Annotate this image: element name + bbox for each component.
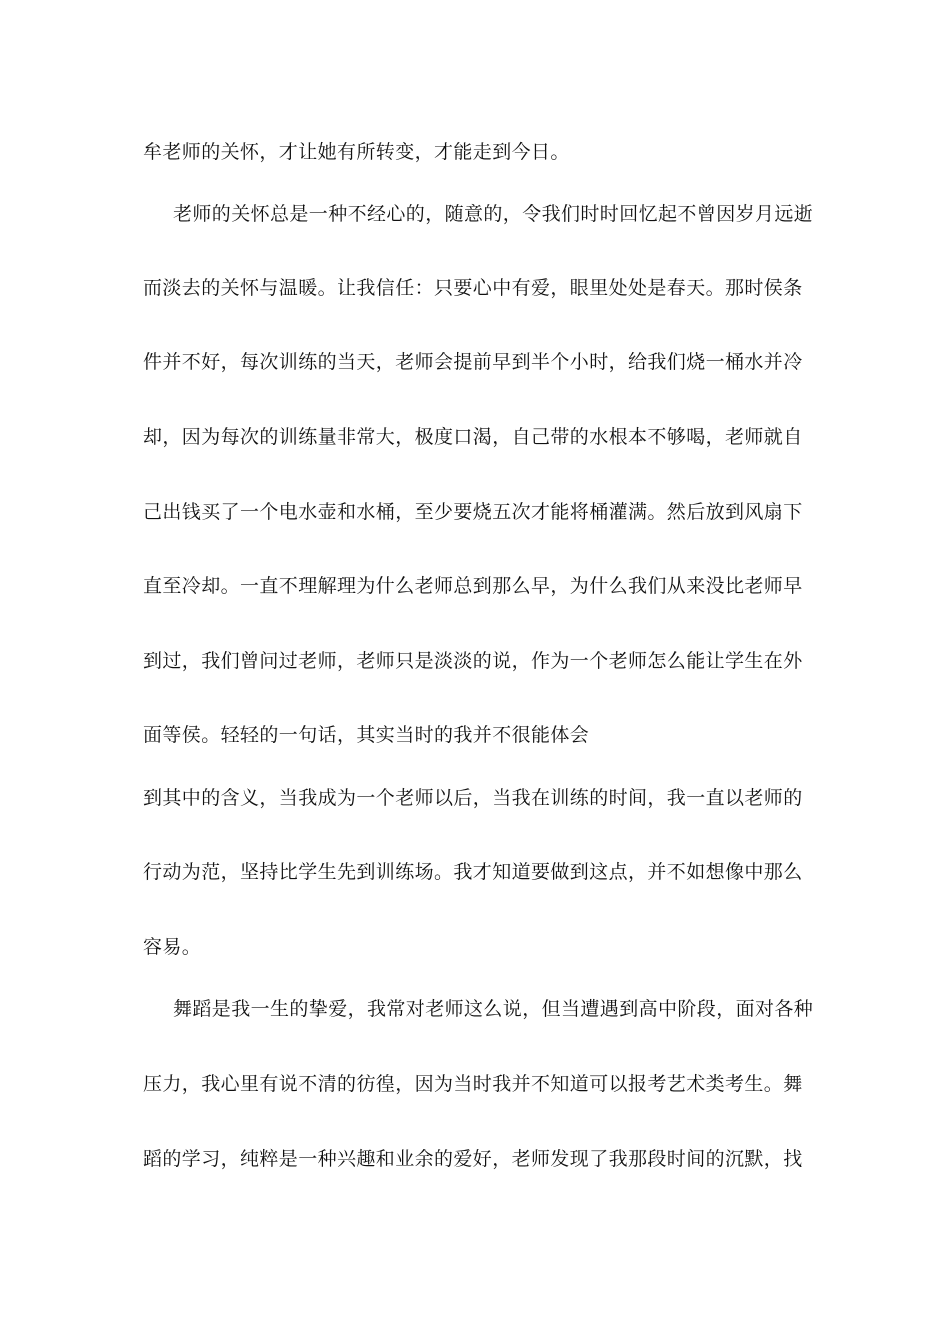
text-line-10: 到其中的含义，当我成为一个老师以后，当我在训练的时间，我一直以老师的 — [143, 787, 803, 809]
text-line-9: 面等侯。轻轻的一句话，其实当时的我并不很能体会 — [143, 724, 590, 746]
text-line-7: 直至冷却。一直不理解理为什么老师总到那么早，为什么我们从来没比老师早 — [143, 575, 803, 597]
text-line-1: 牟老师的关怀，才让她有所转变，才能走到今日。 — [143, 141, 570, 163]
text-line-14: 压力，我心里有说不清的彷徨，因为当时我并不知道可以报考艺术类考生。舞 — [143, 1073, 803, 1095]
text-line-5: 却，因为每次的训练量非常大，极度口渴，自己带的水根本不够喝，老师就自 — [143, 426, 803, 448]
text-line-11: 行动为范，坚持比学生先到训练场。我才知道要做到这点，并不如想像中那么 — [143, 861, 803, 883]
text-line-6: 己出钱买了一个电水壶和水桶，至少要烧五次才能将桶灌满。然后放到风扇下 — [143, 501, 803, 523]
text-line-13: 舞蹈是我一生的挚爱，我常对老师这么说，但当遭遇到高中阶段，面对各种 — [173, 998, 814, 1020]
text-line-3: 而淡去的关怀与温暖。让我信任：只要心中有爱，眼里处处是春天。那时侯条 — [143, 277, 803, 299]
text-line-2: 老师的关怀总是一种不经心的，随意的，令我们时时回忆起不曾因岁月远逝 — [173, 203, 814, 225]
text-line-4: 件并不好，每次训练的当天，老师会提前早到半个小时，给我们烧一桶水并冷 — [143, 351, 803, 373]
text-line-12: 容易。 — [143, 936, 202, 958]
text-line-8: 到过，我们曾问过老师，老师只是淡淡的说，作为一个老师怎么能让学生在外 — [143, 650, 803, 672]
text-line-15: 蹈的学习，纯粹是一种兴趣和业余的爱好，老师发现了我那段时间的沉默，找 — [143, 1148, 803, 1170]
